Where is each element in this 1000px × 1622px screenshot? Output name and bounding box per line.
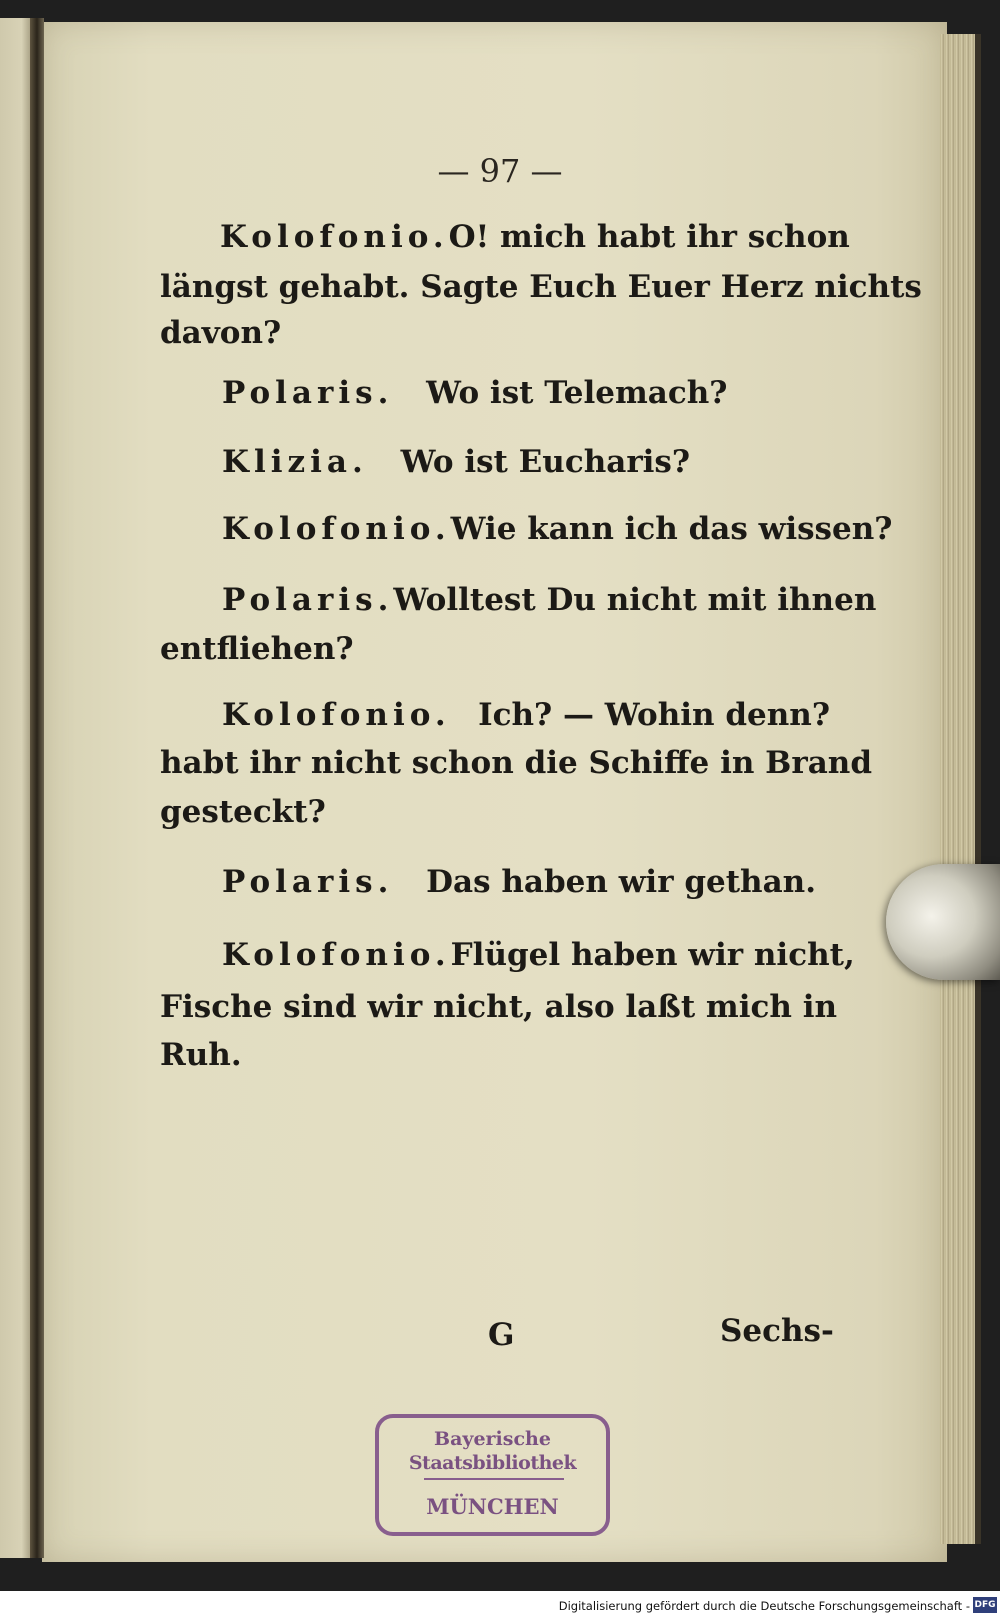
text-line: entfliehen? [160, 631, 354, 667]
stamp-line: MÜNCHEN [426, 1494, 559, 1519]
speaker-name: Klizia. [222, 444, 368, 480]
speaker-name: Kolofonio. [222, 937, 451, 973]
stamp-line: Staatsbibliothek [408, 1452, 577, 1474]
speaker-name: Polaris. [222, 864, 394, 900]
dialogue-text: Flügel haben wir nicht, [450, 937, 855, 973]
text-line: davon? [160, 315, 282, 351]
dialogue-text: Wie kann ich das wissen? [450, 511, 893, 547]
signature-mark: G [488, 1317, 515, 1353]
page-block-edge [940, 34, 980, 1544]
speaker-name: Kolofonio. [222, 511, 451, 547]
dialogue-text: Wolltest Du nicht mit ihnen [393, 582, 877, 618]
text-line [222, 582, 877, 618]
stamp-divider [424, 1478, 564, 1480]
dialogue-text: Wo ist Eucharis? [400, 444, 691, 480]
footer-credit: Digitalisierung gefördert durch die Deutsche Forschungsgemeinschaft - [558, 1599, 970, 1613]
text-line [222, 375, 728, 411]
speaker-name: Polaris. [222, 375, 394, 411]
dfg-logo-icon: DFG [973, 1597, 997, 1613]
dialogue-text: Wo ist Telemach? [426, 375, 728, 411]
text-line: habt ihr nicht schon die Schiffe in Brand [160, 745, 873, 781]
library-stamp [375, 1414, 610, 1536]
text-line: Ruh. [160, 1037, 242, 1073]
dialogue-text: O! mich habt ihr schon [448, 219, 850, 255]
text-line [222, 511, 893, 547]
page-block-shadow [975, 34, 981, 1544]
text-line [222, 937, 855, 973]
dialogue-text: Ich? — Wohin denn? [478, 697, 830, 733]
speaker-name: Polaris. [222, 582, 394, 618]
speaker-name: Kolofonio. [222, 697, 451, 733]
text-line [222, 444, 691, 480]
digitization-footer [0, 1591, 1000, 1622]
text-line: Fische sind wir nicht, also laßt mich in [160, 989, 838, 1025]
text-line [220, 219, 850, 255]
speaker-name: Kolofonio. [220, 219, 449, 255]
text-line: längst gehabt. Sagte Euch Euer Herz nichts [160, 269, 922, 305]
dialogue-text: Das haben wir gethan. [426, 864, 817, 900]
text-line [222, 697, 830, 733]
text-line [222, 864, 817, 900]
text-line: gesteckt? [160, 794, 326, 830]
page-number: — 97 — [437, 152, 563, 190]
glass-page-weight [886, 864, 1000, 980]
stamp-line: Bayerische [434, 1428, 551, 1450]
catchword: Sechs- [720, 1313, 834, 1349]
book-gutter [30, 18, 44, 1558]
